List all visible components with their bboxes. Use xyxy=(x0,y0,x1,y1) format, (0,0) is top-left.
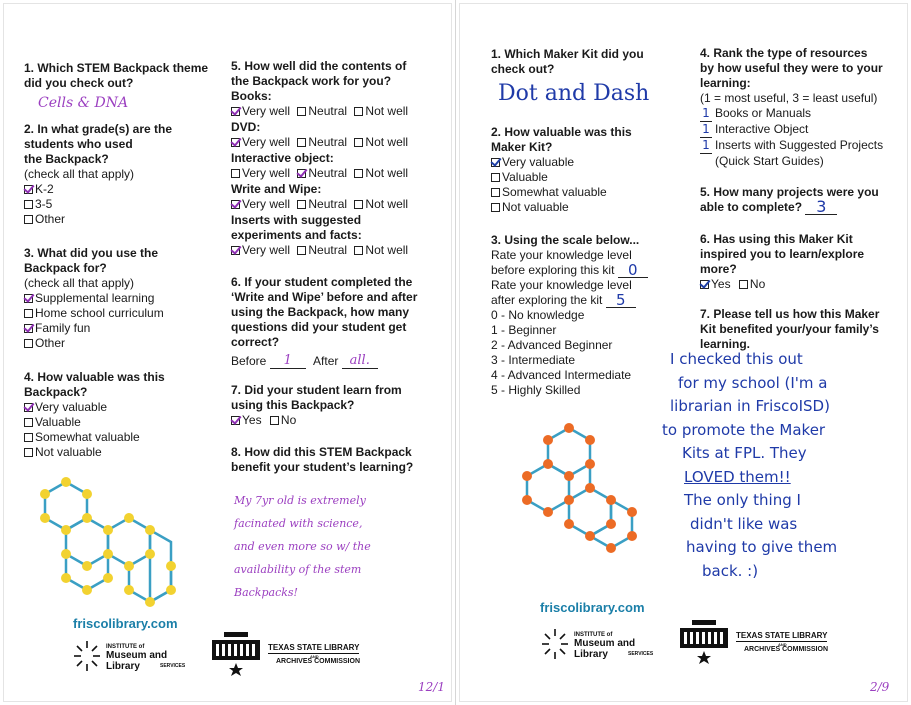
before-rating-field[interactable]: 0 xyxy=(618,263,648,278)
left-q1-title xyxy=(24,61,208,91)
before-value-field[interactable]: 1 xyxy=(270,353,306,369)
rating-label: Neutral xyxy=(308,166,348,180)
rating-label: Very well xyxy=(242,243,291,257)
left-q7-title-line1: 7. Did your student learn from xyxy=(231,383,402,397)
checkbox-icon[interactable] xyxy=(24,448,33,457)
checkbox-checked-icon[interactable] xyxy=(491,158,500,167)
checkbox-checked-icon[interactable] xyxy=(700,280,709,289)
option-label: 3-5 xyxy=(35,197,53,211)
right-q6-title-line2: inspired you to learn/explore xyxy=(700,247,865,261)
right-q6-option-yes[interactable] xyxy=(700,277,731,292)
rank-label: Inserts with Suggested Projects xyxy=(715,138,884,152)
option-label: Not valuable xyxy=(502,200,569,214)
option-label: Somewhat valuable xyxy=(35,430,140,444)
right-q4-hint: (1 = most useful, 3 = least useful) xyxy=(700,91,878,105)
left-q5-inserts-row xyxy=(231,243,446,259)
answer-line: LOVED them!! xyxy=(684,467,791,486)
rating-label: Very well xyxy=(242,166,291,180)
left-q2-hint: (check all that apply) xyxy=(24,167,135,181)
rank-field[interactable]: 1 xyxy=(700,138,712,154)
checkbox-checked-icon[interactable] xyxy=(24,185,33,194)
right-q7-title-line2: Kit benefited your/your family’s xyxy=(700,322,879,336)
left-q5-dvd-label: DVD: xyxy=(231,120,261,134)
imls-line2: Museum and Library xyxy=(106,650,168,672)
option-label: Somewhat valuable xyxy=(502,185,607,199)
checkbox-checked-icon[interactable] xyxy=(231,246,240,255)
checkbox-icon[interactable] xyxy=(24,215,33,224)
right-library-url[interactable]: friscolibrary.com xyxy=(540,600,645,615)
rating-not-well[interactable] xyxy=(354,197,408,212)
answer-line: back. :) xyxy=(702,561,759,580)
checkbox-icon[interactable] xyxy=(739,280,748,289)
right-q6-block xyxy=(700,232,900,293)
checkbox-icon[interactable] xyxy=(354,246,363,255)
left-q4-title-line2: Backpack? xyxy=(24,385,88,399)
left-q6-answer-row xyxy=(231,353,446,369)
option-label: Supplemental learning xyxy=(35,291,155,305)
left-library-url[interactable]: friscolibrary.com xyxy=(73,616,178,631)
answer-line: My 7yr old is extremely xyxy=(234,494,366,507)
rating-neutral[interactable] xyxy=(297,104,347,119)
rating-label: Neutral xyxy=(308,243,348,257)
left-q6-block xyxy=(231,275,446,369)
imls-line2: Museum and Library xyxy=(574,638,636,660)
tsl-line1: TEXAS STATE LIBRARY xyxy=(268,643,360,652)
left-q1-title-line1: 1. Which STEM Backpack theme xyxy=(24,61,209,75)
checkbox-checked-icon[interactable] xyxy=(24,294,33,303)
rating-neutral[interactable] xyxy=(297,243,347,258)
rating-label: Not well xyxy=(365,197,409,211)
checkbox-checked-icon[interactable] xyxy=(24,324,33,333)
right-q3-before-line1: Rate your knowledge level xyxy=(491,248,632,262)
left-q4-option-not[interactable] xyxy=(24,445,165,460)
checkbox-icon[interactable] xyxy=(24,309,33,318)
right-q6-options xyxy=(700,277,900,293)
right-q3-after-row xyxy=(491,293,691,308)
projects-completed-field[interactable]: 3 xyxy=(805,200,837,215)
left-q6-title-line4: questions did your student get xyxy=(231,320,407,334)
rank-label: Interactive Object xyxy=(715,122,809,136)
tsl-line3: ARCHIVES COMMISSION xyxy=(276,658,361,665)
rating-label: Not well xyxy=(365,104,409,118)
left-q8-title-line2: benefit your student’s learning? xyxy=(231,460,414,474)
rating-label: Neutral xyxy=(308,135,348,149)
left-q5-block xyxy=(231,59,446,259)
left-q7-title-line2: using this Backpack? xyxy=(231,398,355,412)
right-q7-block xyxy=(700,307,900,352)
checkbox-icon[interactable] xyxy=(491,173,500,182)
answer-line: didn't like was xyxy=(690,514,798,533)
rating-not-well[interactable] xyxy=(354,104,408,119)
checkbox-checked-icon[interactable] xyxy=(231,200,240,209)
capitol-building-icon xyxy=(678,620,730,666)
left-q4-block xyxy=(24,370,165,460)
rating-very-well[interactable] xyxy=(231,243,290,258)
checkbox-icon[interactable] xyxy=(231,169,240,178)
right-q7-title-line3: learning. xyxy=(700,337,751,351)
checkbox-checked-icon[interactable] xyxy=(297,169,306,178)
left-q6-title-line2: ‘Write and Wipe’ before and after xyxy=(231,290,418,304)
option-label: Family fun xyxy=(35,321,91,335)
imls-sunburst-icon xyxy=(540,627,570,661)
right-q4-item-interactive xyxy=(700,122,900,138)
right-q4-title-line1: 4. Rank the type of resources xyxy=(700,46,868,60)
tsl-line3: ARCHIVES COMMISSION xyxy=(744,646,829,653)
left-q6-title-line1: 6. If your student completed the xyxy=(231,275,413,289)
answer-line: to promote the Maker xyxy=(662,420,826,439)
right-q1-title-line1: 1. Which Maker Kit did you xyxy=(491,47,644,61)
checkbox-icon[interactable] xyxy=(297,107,306,116)
right-q2-option-not[interactable] xyxy=(491,200,632,215)
rating-very-well[interactable] xyxy=(231,135,290,150)
answer-line: having to give them xyxy=(686,538,838,556)
tsl-line2: AND xyxy=(310,654,319,659)
scale-item: 1 - Beginner xyxy=(491,323,557,337)
left-q2-title-line1: 2. In what grade(s) are the xyxy=(24,122,173,136)
left-q5-write-wipe-label: Write and Wipe: xyxy=(231,182,322,196)
after-rating-field[interactable]: 5 xyxy=(606,293,636,308)
right-tslac-logo xyxy=(678,620,858,666)
right-q4-title-line2: by how useful they were to your xyxy=(700,61,883,75)
rank-field[interactable]: 1 xyxy=(700,106,712,122)
left-q3-option-supplemental[interactable] xyxy=(24,291,164,306)
rating-very-well[interactable] xyxy=(231,197,290,212)
option-label: Yes xyxy=(242,413,262,427)
after-label: After xyxy=(313,354,339,368)
left-q8-answer[interactable] xyxy=(234,489,371,604)
tsl-line1: TEXAS STATE LIBRARY xyxy=(736,631,828,640)
checkbox-icon[interactable] xyxy=(491,203,500,212)
right-q5-title-line2: able to complete? xyxy=(700,200,803,214)
right-q7-answer[interactable] xyxy=(662,348,906,583)
rating-very-well[interactable] xyxy=(231,166,290,181)
answer-line: Backpacks! xyxy=(234,586,298,599)
right-q1-title xyxy=(491,47,644,77)
left-q6-title-line5: correct? xyxy=(231,335,280,349)
checkbox-icon[interactable] xyxy=(491,188,500,197)
right-q4-item-inserts-line2: (Quick Start Guides) xyxy=(715,154,824,168)
left-q3-option-family-fun[interactable] xyxy=(24,321,164,336)
left-q2-option-3-5[interactable] xyxy=(24,197,172,212)
option-label: Other xyxy=(35,212,66,226)
rating-label: Very well xyxy=(242,197,291,211)
left-q2-option-other[interactable] xyxy=(24,212,172,227)
left-q1-answer[interactable]: Cells & DNA xyxy=(38,95,129,111)
checkbox-icon[interactable] xyxy=(24,433,33,442)
imls-line1: INSTITUTE of xyxy=(574,632,613,638)
answer-line: librarian in FriscoISD) xyxy=(670,397,830,415)
answer-line: facinated with science, xyxy=(234,517,363,530)
rating-label: Very well xyxy=(242,104,291,118)
right-date-note: 2/9 xyxy=(870,680,890,694)
imls-line3: SERVICES xyxy=(628,651,654,657)
left-imls-logo xyxy=(72,637,192,677)
checkbox-icon[interactable] xyxy=(270,416,279,425)
left-q5-title-line2: the Backpack work for you? xyxy=(231,74,392,88)
scale-item: 2 - Advanced Beginner xyxy=(491,338,613,352)
left-q5-interactive-row xyxy=(231,166,446,182)
rating-neutral[interactable] xyxy=(297,135,347,150)
option-label: Valuable xyxy=(35,415,81,429)
rating-neutral[interactable] xyxy=(297,197,347,212)
checkbox-icon[interactable] xyxy=(24,200,33,209)
left-tslac-logo xyxy=(210,632,390,678)
option-label: K-2 xyxy=(35,182,54,196)
rating-label: Not well xyxy=(365,135,409,149)
rating-label: Neutral xyxy=(308,104,348,118)
right-q4-item-books xyxy=(700,106,900,122)
left-q2-block xyxy=(24,122,172,227)
checkbox-checked-icon[interactable] xyxy=(24,403,33,412)
option-label: Valuable xyxy=(502,170,548,184)
left-q8-title-line1: 8. How did this STEM Backpack xyxy=(231,445,412,459)
right-q6-option-no[interactable] xyxy=(739,277,765,292)
left-q4-title-line1: 4. How valuable was this xyxy=(24,370,165,384)
left-q3-block xyxy=(24,246,164,351)
rating-label: Not well xyxy=(365,166,409,180)
left-q2-option-k2[interactable] xyxy=(24,182,172,197)
left-q5-write-wipe-row xyxy=(231,197,446,213)
right-q3-block xyxy=(491,233,691,398)
right-q6-title-line1: 6. Has using this Maker Kit xyxy=(700,232,853,246)
left-q7-option-yes[interactable] xyxy=(231,413,262,428)
rating-not-well[interactable] xyxy=(354,243,408,258)
right-survey-page xyxy=(456,0,911,705)
right-q4-item-inserts xyxy=(700,138,900,154)
left-q3-option-homeschool[interactable] xyxy=(24,306,164,321)
right-q2-block xyxy=(491,125,632,215)
checkbox-checked-icon[interactable] xyxy=(231,107,240,116)
option-label: Yes xyxy=(711,277,731,291)
rating-label: Neutral xyxy=(308,197,348,211)
right-q3-before-row xyxy=(491,263,691,278)
checkbox-icon[interactable] xyxy=(354,200,363,209)
left-hexagon-molecule-graphic xyxy=(24,472,209,612)
left-q5-books-row xyxy=(231,104,446,120)
right-q3-title: 3. Using the scale below... xyxy=(491,233,640,247)
checkbox-icon[interactable] xyxy=(24,339,33,348)
left-q5-title-line1: 5. How well did the contents of xyxy=(231,59,407,73)
left-q7-block xyxy=(231,383,446,429)
left-q5-books-label: Books: xyxy=(231,89,272,103)
rating-label: Very well xyxy=(242,135,291,149)
answer-line: availability of the stem xyxy=(234,563,362,576)
scale-item: 3 - Intermediate xyxy=(491,353,576,367)
right-q2-option-very[interactable] xyxy=(491,155,632,170)
right-q5-title-row xyxy=(700,197,900,216)
checkbox-icon[interactable] xyxy=(354,138,363,147)
tsl-line2: AND xyxy=(778,642,787,647)
left-q3-option-other[interactable] xyxy=(24,336,164,351)
rating-neutral[interactable] xyxy=(297,166,347,181)
left-q6-title-line3: using the Backpack, how many xyxy=(231,305,410,319)
rating-not-well[interactable] xyxy=(354,135,408,150)
left-q5-inserts-label-line1: Inserts with suggested xyxy=(231,213,362,227)
checkbox-icon[interactable] xyxy=(297,246,306,255)
left-q2-title-line3: the Backpack? xyxy=(24,152,109,166)
rating-very-well[interactable] xyxy=(231,104,290,119)
option-label: Home school curriculum xyxy=(35,306,164,320)
option-label: Very valuable xyxy=(502,155,575,169)
left-q7-options xyxy=(231,413,446,429)
option-label: No xyxy=(280,413,297,427)
left-q3-hint: (check all that apply) xyxy=(24,276,135,290)
checkbox-icon[interactable] xyxy=(354,169,363,178)
left-q4-option-valuable[interactable] xyxy=(24,415,165,430)
right-q2-title-line2: Maker Kit? xyxy=(491,140,553,154)
right-q1-title-line2: check out? xyxy=(491,62,555,76)
left-q4-option-somewhat[interactable] xyxy=(24,430,165,445)
rank-label: Books or Manuals xyxy=(715,106,812,120)
right-imls-logo xyxy=(540,625,660,665)
option-label: Other xyxy=(35,336,66,350)
checkbox-icon[interactable] xyxy=(297,138,306,147)
scale-item: 4 - Advanced Intermediate xyxy=(491,368,632,382)
rating-label: Not well xyxy=(365,243,409,257)
scale-item: 0 - No knowledge xyxy=(491,308,585,322)
imls-line1: INSTITUTE of xyxy=(106,644,145,650)
left-q3-title-line2: Backpack for? xyxy=(24,261,107,275)
option-label: No xyxy=(749,277,766,291)
rating-not-well[interactable] xyxy=(354,166,408,181)
answer-line: I checked this out xyxy=(670,350,803,368)
right-q1-answer[interactable]: Dot and Dash xyxy=(498,81,650,106)
left-date-note: 12/1 xyxy=(418,680,445,694)
option-label: Not valuable xyxy=(35,445,102,459)
left-q2-title-line2: students who used xyxy=(24,137,133,151)
imls-sunburst-icon xyxy=(72,639,102,673)
right-q5-block xyxy=(700,185,900,215)
checkbox-icon[interactable] xyxy=(24,418,33,427)
option-label: Very valuable xyxy=(35,400,108,414)
left-q5-dvd-row xyxy=(231,135,446,151)
answer-line: Kits at FPL. They xyxy=(682,444,807,462)
after-value-field[interactable]: all. xyxy=(342,353,378,369)
right-q7-title-line1: 7. Please tell us how this Maker xyxy=(700,307,880,321)
after-label: after exploring the kit xyxy=(491,293,603,307)
left-q1-title-line2: did you check out? xyxy=(24,76,134,90)
left-q4-option-very[interactable] xyxy=(24,400,165,415)
checkbox-icon[interactable] xyxy=(354,107,363,116)
right-q5-title-line1: 5. How many projects were you xyxy=(700,185,879,199)
rank-field[interactable]: 1 xyxy=(700,122,712,138)
right-q3-after-line1: Rate your knowledge level xyxy=(491,278,632,292)
right-q6-title-line3: more? xyxy=(700,262,737,276)
right-q2-title-line1: 2. How valuable was this xyxy=(491,125,632,139)
right-q4-block xyxy=(700,46,900,169)
imls-line3: SERVICES xyxy=(160,663,186,669)
right-q2-option-somewhat[interactable] xyxy=(491,185,632,200)
left-q8-block xyxy=(231,445,446,475)
checkbox-icon[interactable] xyxy=(297,200,306,209)
left-q7-option-no[interactable] xyxy=(270,413,296,428)
checkbox-checked-icon[interactable] xyxy=(231,138,240,147)
left-q5-inserts-label-line2: experiments and facts: xyxy=(231,228,362,242)
answer-line: The only thing I xyxy=(684,491,801,509)
right-q2-option-valuable[interactable] xyxy=(491,170,632,185)
answer-line: and even more so w/ the xyxy=(234,540,371,553)
before-label: before exploring this kit xyxy=(491,263,615,277)
checkbox-checked-icon[interactable] xyxy=(231,416,240,425)
right-q4-title-line3: learning: xyxy=(700,76,751,90)
right-hexagon-molecule-graphic xyxy=(516,418,656,558)
answer-line: for my school (I'm a xyxy=(678,373,828,392)
left-q5-interactive-label: Interactive object: xyxy=(231,151,334,165)
scale-item: 5 - Highly Skilled xyxy=(491,383,581,397)
before-label: Before xyxy=(231,354,267,368)
capitol-building-icon xyxy=(210,632,262,678)
left-q3-title-line1: 3. What did you use the xyxy=(24,246,159,260)
